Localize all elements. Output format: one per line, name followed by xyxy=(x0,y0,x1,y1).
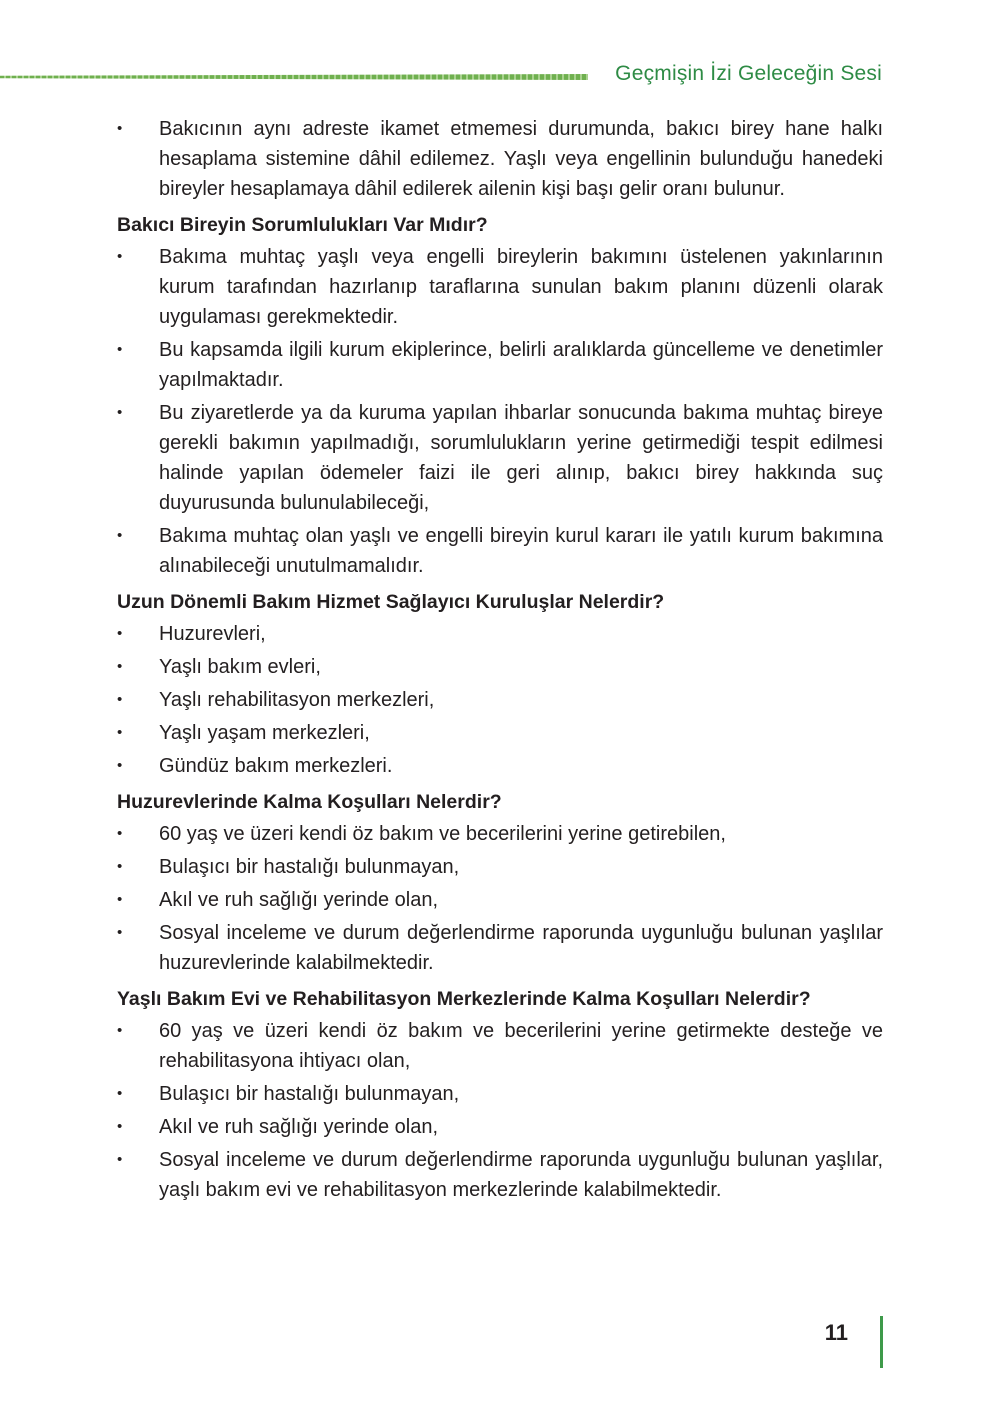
list-item: • Gündüz bakım merkezleri. xyxy=(117,751,883,781)
list-item: • Akıl ve ruh sağlığı yerinde olan, xyxy=(117,1112,883,1142)
list-item: • Sosyal inceleme ve durum değerlendirme raporunda uygunluğu bulunan yaşlılar, yaşlı bakım evi ve rehabilitasyon merkezlerinde kalabilmektedir. xyxy=(117,1145,883,1205)
list-item: • Bakıma muhtaç yaşlı veya engelli bireylerin bakımını üstelenen yakınlarının kurum tarafından hazırlanıp taraflarına sunulan bakım planını düzenli olarak uygulaması gerekmektedir. xyxy=(117,242,883,332)
section-list xyxy=(117,619,883,781)
section-heading: Uzun Dönemli Bakım Hizmet Sağlayıcı Kuruluşlar Nelerdir? xyxy=(117,591,665,613)
section-heading: Bakıcı Bireyin Sorumlulukları Var Mıdır? xyxy=(117,214,488,236)
list-item: • 60 yaş ve üzeri kendi öz bakım ve becerilerini yerine getirmekte desteğe ve rehabilitasyona ihtiyacı olan, xyxy=(117,1016,883,1076)
list-item: • Bakıcının aynı adreste ikamet etmemesi durumunda, bakıcı birey hane halkı hesaplama sistemine dâhil edilemez. Yaşlı veya engellinin bulunduğu hanedeki bireyler hesaplamaya dâhil edilerek ailenin kişi başı gelir oranı bulunur. xyxy=(117,114,883,204)
running-header-title: Geçmişin İzi Geleceğin Sesi xyxy=(615,62,882,85)
header-decorative-line xyxy=(0,74,588,80)
intro-list xyxy=(117,114,883,204)
list-item: • Bulaşıcı bir hastalığı bulunmayan, xyxy=(117,1079,883,1109)
list-item: • Huzurevleri, xyxy=(117,619,883,649)
list-item: • Akıl ve ruh sağlığı yerinde olan, xyxy=(117,885,883,915)
page-number: 11 xyxy=(824,1320,848,1345)
list-item: • Yaşlı yaşam merkezleri, xyxy=(117,718,883,748)
list-item: • Bu kapsamda ilgili kurum ekiplerince, belirli aralıklarda güncelleme ve denetimler yapılmaktadır. xyxy=(117,335,883,395)
section-heading: Yaşlı Bakım Evi ve Rehabilitasyon Merkezlerinde Kalma Koşulları Nelerdir? xyxy=(117,988,811,1010)
section-list xyxy=(117,1016,883,1205)
page-content xyxy=(117,114,883,1208)
section-list xyxy=(117,819,883,978)
list-item: • Yaşlı rehabilitasyon merkezleri, xyxy=(117,685,883,715)
list-item: • Yaşlı bakım evleri, xyxy=(117,652,883,682)
section-heading: Huzurevlerinde Kalma Koşulları Nelerdir? xyxy=(117,791,502,813)
page-number-rule xyxy=(880,1316,883,1368)
list-item: • Bakıma muhtaç olan yaşlı ve engelli bireyin kurul kararı ile yatılı kurum bakımına alınabileceği unutulmamalıdır. xyxy=(117,521,883,581)
list-item: • 60 yaş ve üzeri kendi öz bakım ve becerilerini yerine getirebilen, xyxy=(117,819,883,849)
list-item: • Sosyal inceleme ve durum değerlendirme raporunda uygunluğu bulunan yaşlılar huzurevlerinde kalabilmektedir. xyxy=(117,918,883,978)
section-list xyxy=(117,242,883,581)
list-item: • Bu ziyaretlerde ya da kuruma yapılan ihbarlar sonucunda bakıma muhtaç bireye gerekli bakımın yapılmadığı, sorumlulukların yerine getirmediği tespit edilmesi halinde yapılan ödemeler faizi ile geri alınıp, bakıcı birey hakkında suç duyurusunda bulunulabileceği, xyxy=(117,398,883,518)
list-item: • Bulaşıcı bir hastalığı bulunmayan, xyxy=(117,852,883,882)
